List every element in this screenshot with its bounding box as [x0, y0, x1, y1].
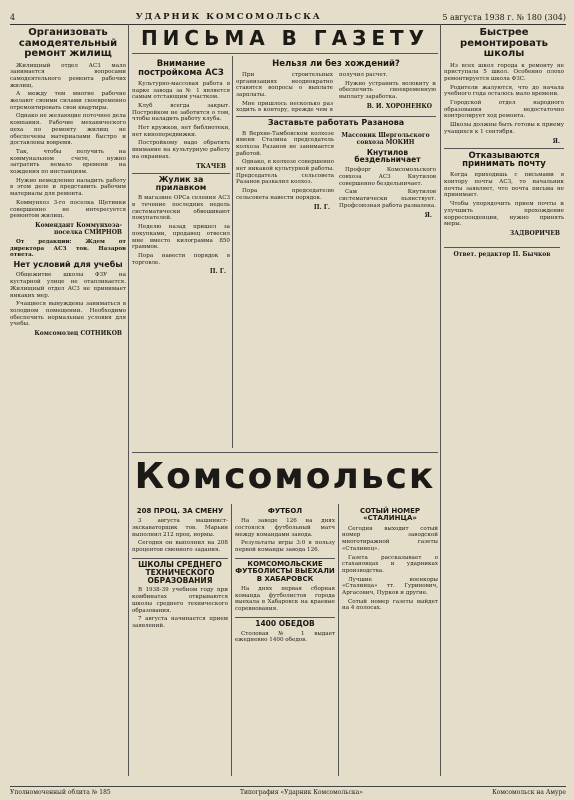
column-208	[132, 506, 228, 778]
paragraph: На днях первая сборная команда футболистов города выехала в Хабаровск на краевые соревнования.	[235, 585, 335, 612]
headline-hundredth-issue: СОТЫЙ НОМЕР «СТАЛИНЦА»	[359, 507, 421, 523]
paragraph: Городской отдел народного образования недостаточно контролирует ход ремонта.	[444, 100, 564, 120]
signature: Массовик Шергольского совхоза МОКИН	[341, 131, 430, 146]
paragraph: В Верхне-Тамбовском колхозе имени Сталина председатель колхоза Разанов не занимается работой.	[236, 130, 334, 157]
headline-football: ФУТБОЛ	[267, 507, 303, 515]
paragraph: Родители жалуются, что до начала учебного года осталось мало времени.	[444, 84, 564, 98]
paragraph: Газета рассказывает о стахановцах и ударниках производства.	[342, 554, 438, 574]
headline-208-percent: 208 ПРОЦ. ЗА СМЕНУ	[136, 507, 224, 515]
column-letters	[236, 58, 436, 448]
paragraph: На заводе 126 на днях состоялся футбольный матч между командами завода.	[235, 518, 335, 538]
signature: П. Г.	[209, 268, 226, 276]
headline-housing-repair: Организовать самодеятельный ремонт жилищ	[18, 27, 118, 59]
headline-no-study-conditions: Нет условий для учебы	[13, 260, 123, 270]
headline-make-razanov-work: Заставьте работать Разанова	[267, 118, 405, 128]
footer-left: Уполномоченный облита № 185	[10, 789, 111, 796]
section-divider	[236, 116, 436, 117]
komsomolsk-title: Комсомольск	[134, 456, 436, 497]
paragraph: Чтобы упорядочить прием почты и улучшить прохождение корреспонденции, нужно принять меры.	[444, 201, 564, 228]
column-divider	[231, 504, 232, 776]
headline-no-walking: Нельзя ли без хождений?	[272, 59, 400, 69]
headline-knutilov: Кнутилов бездельничает	[354, 147, 421, 165]
lower-right-text	[339, 131, 436, 222]
headline-1400-dinners: 1400 ОБЕДОВ	[235, 617, 335, 628]
paragraph: Сегодня выходит сотый номер заводской многотиражной газеты «Сталинец».	[342, 525, 438, 552]
signature: Комсомолец СОТНИКОВ	[34, 330, 122, 338]
paragraph: В 1938-39 учебном году при комбинатах открываются школы среднего технического образования.	[132, 587, 228, 614]
column-stalinets	[342, 506, 438, 778]
paragraph: Культурно-массовая работа в парке завода за № 1 является самым отстающим участком.	[132, 80, 230, 101]
paragraph: Так, чтобы получить на коммунальном счете, нужно затратить немало времени на хождения по инстанциям.	[10, 148, 126, 176]
editor-note: От редакции: Ждем от директора АСЗ тов. Назаров ответа.	[10, 238, 126, 259]
signature: В. И. ХОРОНЕНКО	[366, 102, 432, 110]
lower-letters	[236, 131, 436, 222]
column-divider	[440, 24, 441, 776]
paragraph: Однако не желающие поточнее дела компания. Рабочие механического цеха по ремонту жилищ не обеспечены материалами быстро и доставлены вовремя.	[10, 113, 126, 147]
signature: ТКАЧЕВ	[196, 162, 226, 170]
footer	[10, 786, 566, 796]
paragraph: Столовая № 1 выдает ежедневно 1400 обедов.	[235, 630, 335, 644]
paragraph: Учащиеся вынуждены заниматься в холодном помещении. Необходимо обеспечить нормальные условия для учебы.	[10, 301, 126, 328]
section-divider	[132, 452, 438, 453]
paragraph: При строительных организациях неоднократно ставятся вопросы о выплате зарплаты.	[236, 71, 333, 99]
footer-right: Комсомольск на Амуре	[492, 789, 566, 796]
column-housing	[10, 26, 126, 776]
editor-line: Ответ. редактор П. Бычков	[444, 247, 560, 258]
headline-attention-committee: Внимание постройкома АСЗ	[138, 59, 224, 78]
paragraph: Нужно немедленно наладить работу в этом деле и представить рабочим материалы для ремонта.	[10, 177, 126, 198]
headline-swindler: Жулик за прилавком	[132, 173, 230, 193]
paper-name: УДАРНИК КОМСОМОЛЬСКА	[135, 12, 322, 22]
letters-text-block	[236, 72, 436, 114]
paragraph: В магазине ОРСа селения АСЗ в течение последних недель систематически обвешивают покупателей.	[132, 195, 230, 222]
masthead	[10, 6, 566, 25]
signature: ЗАДВОРИЧЕВ	[509, 230, 560, 237]
issue-date: 5 августа 1938 г. № 180 (304)	[442, 13, 566, 22]
headline-tech-schools: ШКОЛЫ СРЕДНЕГО ТЕХНИЧЕСКОГО ОБРАЗОВАНИЯ	[132, 558, 228, 585]
paragraph: Когда приходишь с письмами в контору почты АСЗ, то начальник почты заявляет, что почта письма не принимает.	[444, 172, 564, 199]
paragraph: Коммунхоз 3-го поселка Щетинки совершенно не интересуется ремонтом жилищ.	[10, 199, 126, 220]
paragraph: Постройкому надо обратить внимание на культурную работу на окраинах.	[132, 140, 230, 160]
signature: Комендант Коммунхоза-поселка СМИРНОВ	[35, 221, 122, 236]
paragraph: 7 августа начинается прием заявлений.	[132, 616, 228, 629]
letters-banner	[132, 26, 438, 54]
paragraph: А между тем многие рабочие желают своими силами своевременно отремонтировать свои квартиры.	[10, 91, 126, 111]
paragraph: Неделю назад пришел за покупками, продавец отвесил мне вместо килограмма 850 граммов.	[132, 224, 230, 251]
paragraph: Пора навести порядок в торговле.	[132, 252, 230, 266]
headline-footballers-khabarovsk: КОМСОМОЛЬСКИЕ ФУТБОЛИСТЫ ВЫЕХАЛИ В ХАБАРОВСК	[235, 559, 335, 583]
paragraph: Клуб всегда закрыт. Постройком не заботится о том, чтобы наладить работу клуба.	[132, 102, 230, 123]
paragraph: Сотый номер газеты выйдет на 4 полосах.	[342, 598, 438, 612]
column-culture	[132, 58, 230, 448]
paragraph: Нет кружков, нет библиотеки, нет кинопередвижки.	[132, 125, 230, 138]
paragraph: 3 августа машинист-экскаваторщик тов. Марьин выполнил 212 проц. нормы.	[132, 518, 228, 538]
signature: Я.	[552, 137, 560, 145]
column-divider	[338, 504, 339, 776]
paragraph: Результаты игры 3:0 в пользу первой команды завода 126.	[235, 540, 335, 554]
signature: П. Г.	[313, 203, 330, 211]
paragraph: Сам Кнутилов систематически пьянствует. Профсоюзная работа развалена.	[339, 189, 436, 209]
column-divider	[232, 56, 233, 448]
page-number: 4	[10, 13, 16, 22]
paragraph: Пора председателю сельсовета навести порядок.	[236, 188, 334, 201]
paragraph: Нужно устранить волокиту и обеспечить своевременную выплату заработка.	[339, 80, 436, 101]
headline-repair-schools: Быстрее ремонтировать школы	[460, 27, 548, 59]
column-football	[235, 506, 335, 778]
paragraph: Лучшие военкоры «Сталинца» тт. Гуринович, Аргасович, Пурков и другие.	[342, 576, 438, 597]
column-divider	[128, 24, 129, 776]
paragraph: Общежитие школы ФЗУ на кустарной улице не отапливается. Жилищный отдел АСЗ не принимает никаких мер.	[10, 272, 126, 299]
paragraph: Однако, в колхозе совершенно нет никакой культурной работы. Председатель сельсовета Разанов развалил колхоз.	[236, 159, 334, 186]
banner-title: ПИСЬМА В ГАЗЕТУ	[140, 26, 430, 50]
paragraph: Школы должны быть готовы к приему учащихся к 1 сентября.	[444, 122, 564, 135]
paragraph: Мне пришлось несколько раз ходить в контору, прежде чем я получил расчет.	[236, 71, 388, 114]
footer-center: Типография «Ударник Комсомольска»	[239, 789, 363, 796]
headline-refuse-mail: Отказываются принимать почту	[444, 148, 564, 170]
lower-left-text	[236, 131, 334, 222]
paragraph: Профорг Комсомольского совхоза АСЗ Кнутилов совершенно бездельничает.	[339, 167, 436, 187]
paragraph: Из всех школ города к ремонту не приступала 5 школ. Особенно плохо ремонтируется школа ФЗС.	[444, 62, 564, 82]
paragraph: Сегодня он выполнил на 208 процентов сменного задания.	[132, 540, 228, 554]
column-schools	[444, 26, 564, 776]
paragraph: Жилищный отдел АСЗ мало занимается вопросами самодеятельного ремонта рабочих жилищ.	[10, 62, 126, 89]
komsomolsk-header	[132, 456, 438, 502]
signature: Я.	[424, 211, 432, 219]
